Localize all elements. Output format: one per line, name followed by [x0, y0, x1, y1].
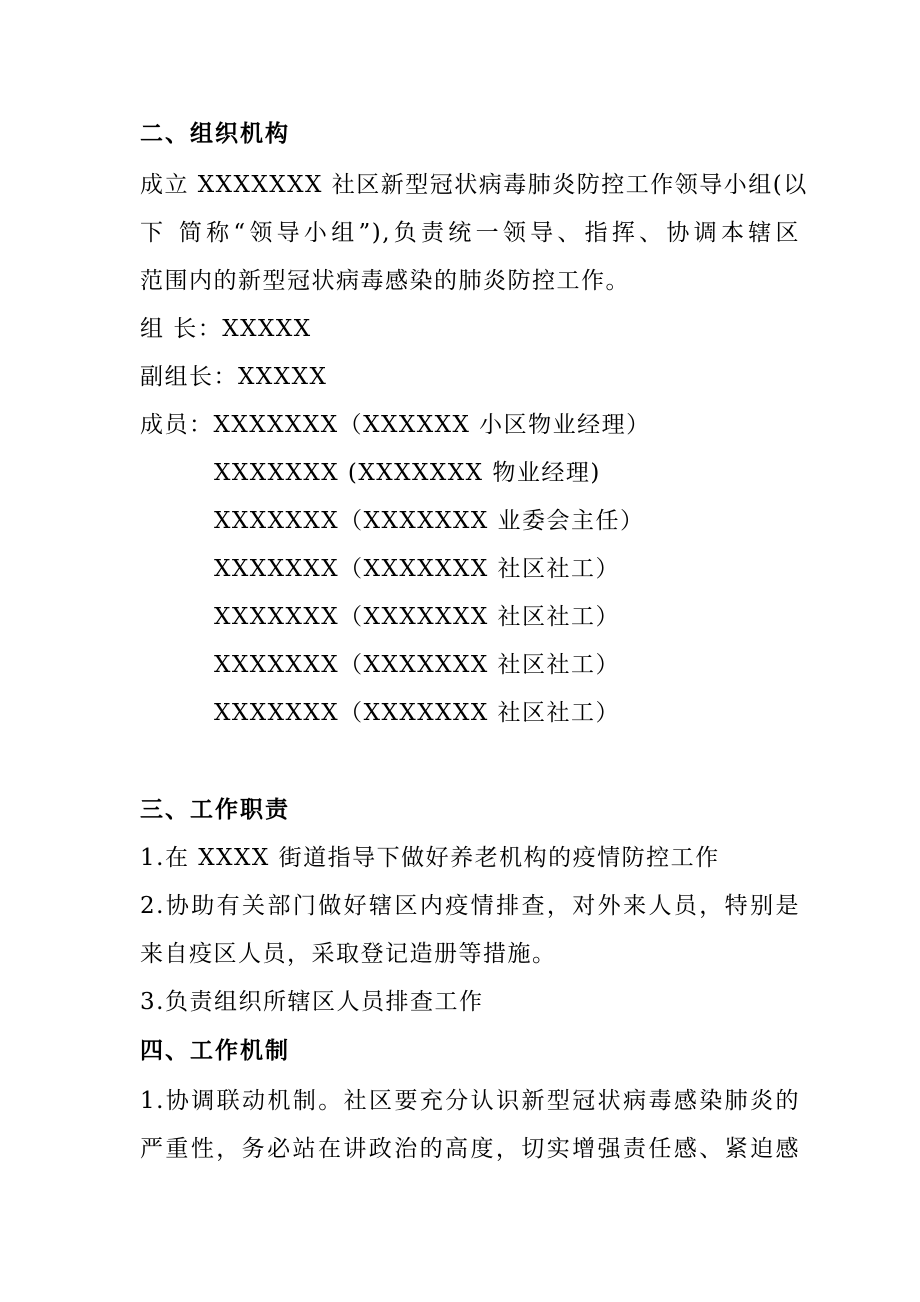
paragraph-line: 3.负责组织所辖区人员排查工作 — [140, 989, 484, 1015]
deputy-leader-line: 副组长：XXXXX — [140, 364, 328, 390]
member-line: XXXXXXX (XXXXXXX 物业经理) — [214, 460, 601, 486]
paragraph-line: 范围内的新型冠状病毒感染的肺炎防控工作。 — [140, 268, 630, 294]
paragraph-line: 严重性，务必站在讲政治的高度，切实增强责任感、紧迫感 — [140, 1136, 800, 1162]
paragraph-line: 成立 XXXXXXX 社区新型冠状病毒肺炎防控工作领导小组(以 — [140, 172, 808, 198]
paragraph-line: 2.协助有关部门做好辖区内疫情排查，对外来人员，特别是 — [140, 893, 800, 919]
member-line: XXXXXXX（XXXXXXX 社区社工） — [214, 700, 621, 726]
paragraph-line: 来自疫区人员，采取登记造册等措施。 — [140, 941, 557, 967]
paragraph-line: 1.在 XXXX 街道指导下做好养老机构的疫情防控工作 — [140, 845, 720, 871]
leader-line: 组 长：XXXXX — [140, 316, 312, 342]
member-line: XXXXXXX（XXXXXXX 社区社工） — [214, 604, 621, 630]
member-line: XXXXXXX（XXXXXXX 社区社工） — [214, 556, 621, 582]
paragraph-line: 1.协调联动机制。社区要充分认识新型冠状病毒感染肺炎的 — [140, 1088, 800, 1114]
section-heading-mechanism: 四、工作机制 — [140, 1037, 290, 1064]
paragraph-line: 下 简称“领导小组”),负责统一领导、指挥、协调本辖区 — [140, 220, 800, 246]
members-line: 成员：XXXXXXX（XXXXXX 小区物业经理） — [140, 412, 651, 438]
section-heading-organization: 二、组织机构 — [140, 120, 290, 147]
section-heading-responsibilities: 三、工作职责 — [140, 796, 290, 823]
member-line: XXXXXXX（XXXXXXX 社区社工） — [214, 652, 621, 678]
member-line: XXXXXXX（XXXXXXX 业委会主任） — [214, 508, 645, 534]
